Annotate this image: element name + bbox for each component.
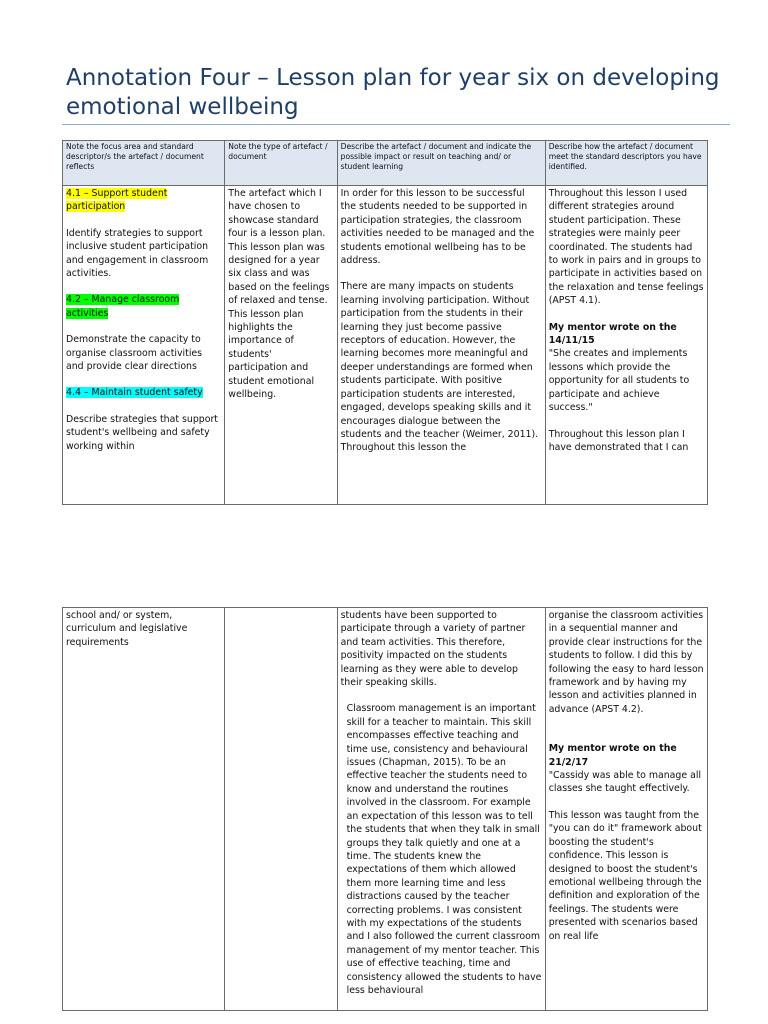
standard-4-1-description: Identify strategies to support inclusive student participation and engagement in classroom activities. xyxy=(66,227,209,280)
header-artefact-description: Describe the artefact / document and indicate the possible impact or result on teaching and/ or student learning xyxy=(337,141,545,186)
mentor-note-heading: My mentor wrote on the 21/2/17 xyxy=(548,743,677,768)
standard-4-2-label: 4.2 – Manage classroom activities xyxy=(66,294,180,319)
mentor-quote: "She creates and implements lessons which provide the opportunity for all students to participate and achieve success." xyxy=(548,348,690,414)
standard-4-2-description: Demonstrate the capacity to organise classroom activities and provide clear directions xyxy=(66,334,203,373)
header-artefact-type: Note the type of artefact / document xyxy=(225,141,337,186)
description-paragraph: students have been supported to participate through a variety of partner and team activities. This therefore, positivity impacted on the students learning as they were able to develop their speaking skills. xyxy=(340,610,526,689)
focus-area-cell xyxy=(63,186,225,505)
table-header-row xyxy=(63,141,708,186)
description-paragraph: Classroom management is an important skill for a teacher to maintain. This skill encompasses effective teaching and time use, consistency and behavioural issues (Chapman, 2015). To be an effective teacher the students need to know and understand the routines involved in the classroom. For example an expectation of this lesson was to tell the students that when they talk in small groups they talk quietly and one at a time. The students knew the expectations of them which allowed them more learning time and less distractions caused by the teacher correcting problems. I was consistent with my expectations of the students and I also followed the current classroom management of my mentor teacher. This use of effective teaching, time and consistency allowed the students to have less behavioural xyxy=(346,703,542,996)
alignment-paragraph: Throughout this lesson I used different strategies around student participation. These strategies were mainly peer coordinated. The students had to work in pairs and in groups to participate in activities based on the relaxation and tense feelings (APST 4.1). xyxy=(548,188,704,307)
table-row xyxy=(63,186,708,505)
header-standard-alignment: Describe how the artefact / document meet the standard descriptors you have identified. xyxy=(545,141,707,186)
header-focus-area: Note the focus area and standard descriptor/s the artefact / document reflects xyxy=(63,141,225,186)
mentor-note-heading: My mentor wrote on the 14/11/15 xyxy=(548,321,677,347)
alignment-paragraph: This lesson was taught from the "you can do it" framework about boosting the student's confidence. This lesson is designed to boost the student's emotional wellbeing through the definition and exploration of the feelings. The students were presented with scenarios based on real life xyxy=(548,809,702,942)
standard-4-4-description: Describe strategies that support student's wellbeing and safety working within xyxy=(66,413,218,452)
standard-alignment-cell xyxy=(545,608,707,1011)
table-row xyxy=(63,608,708,1011)
title-underline xyxy=(62,124,730,125)
standard-4-4-label: 4.4 – Maintain student safety xyxy=(66,387,203,399)
focus-area-cell xyxy=(63,608,225,1011)
document-title: Annotation Four – Lesson plan for year six on developing emotional wellbeing xyxy=(66,65,720,120)
annotation-table-page-2 xyxy=(62,607,708,1011)
artefact-type-cell xyxy=(225,186,337,505)
standard-4-4-description-cont: school and/ or system, curriculum and legislative requirements xyxy=(66,610,188,648)
alignment-paragraph: Throughout this lesson plan I have demonstrated that I can xyxy=(548,428,689,453)
description-paragraph: In order for this lesson to be successful the students needed to be supported in participation strategies, the classroom activities needed to be managed and the students emotional wellbeing has to be address. xyxy=(340,188,535,267)
artefact-description-cell xyxy=(337,186,545,505)
description-paragraph: There are many impacts on students learning involving participation. Without participation from the students in their learning they just become passive receptors of education. However, the learning becomes more meaningful and deeper understandings are formed when students participate. With positive participation students are interested, engaged, develops speaking skills and it encourages dialogue between the students and the teacher (Weimer, 2011). Throughout this lesson the xyxy=(340,281,539,454)
artefact-type-text: The artefact which I have chosen to showcase standard four is a lesson plan. This lesson plan was designed for a year six class and was based on the feelings of relaxed and tense. This lesson plan highlights the importance of students' participation and student emotional wellbeing. xyxy=(228,188,330,401)
artefact-description-cell xyxy=(337,608,545,1011)
standard-4-1-label: 4.1 – Support student participation xyxy=(66,188,168,213)
annotation-table-page-1 xyxy=(62,140,708,505)
alignment-paragraph: organise the classroom activities in a sequential manner and provide clear instructions for the students to follow. I did this by following the easy to hard lesson framework and by having my lesson and activities planned in advance (APST 4.2). xyxy=(548,610,704,715)
mentor-quote: "Cassidy was able to manage all classes she taught effectively. xyxy=(548,770,702,795)
standard-alignment-cell xyxy=(545,186,707,505)
artefact-type-cell xyxy=(225,608,337,1011)
